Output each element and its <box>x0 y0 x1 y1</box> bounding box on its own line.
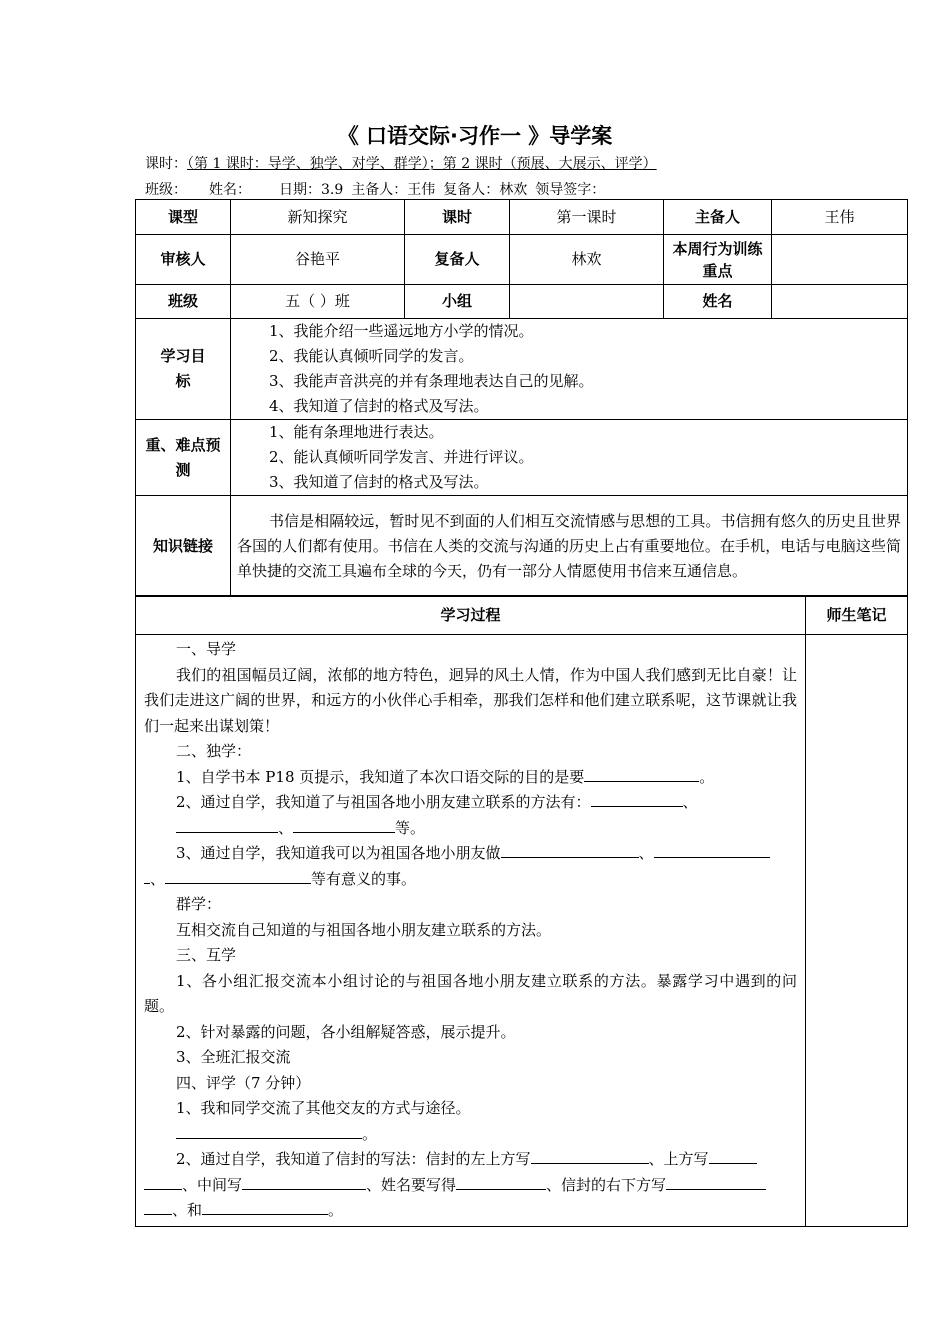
lesson-line <box>145 153 657 173</box>
class-cell-value: 五（ ）班 <box>231 285 405 319</box>
key-points-label: 重、难点预测 <box>136 420 231 496</box>
answer-blank[interactable] <box>165 867 311 884</box>
answer-blank[interactable] <box>531 1147 649 1164</box>
answer-blank[interactable] <box>144 1198 172 1215</box>
page-title: 《 口语交际·习作一 》导学案 <box>337 124 613 148</box>
preparer-value: 王伟 <box>772 200 908 235</box>
section-mutual-title: 三、互学 <box>176 946 237 964</box>
info-table <box>135 199 908 319</box>
answer-blank[interactable] <box>591 790 683 807</box>
notes-header: 师生笔记 <box>806 596 908 635</box>
self-study-q1: 1、自学书本 P18 页提示，我知道了本次口语交际的目的是要 。 <box>144 765 797 791</box>
class-label: 班级： <box>145 182 187 198</box>
reviewer-label: 审核人 <box>136 235 231 285</box>
period-value: 第一课时 <box>510 200 664 235</box>
objectives-list <box>231 319 908 420</box>
behavior-focus-value <box>772 235 908 285</box>
answer-blank[interactable] <box>654 841 770 858</box>
name-cell-label: 姓名 <box>664 285 772 319</box>
preparer-text: 主备人：王伟 <box>351 182 436 198</box>
type-value: 新知探究 <box>231 200 405 235</box>
answer-blank[interactable] <box>176 1122 362 1139</box>
self-study-q3: 3、通过自学，我知道我可以为祖国各地小朋友做 、 <box>144 841 797 867</box>
eval-q1: 1、我和同学交流了其他交友的方式与途径。 <box>176 1099 471 1117</box>
period-label: 课时 <box>405 200 510 235</box>
objective-item: 3、我能声音洪亮的并有条理地表达自己的见解。 <box>269 372 594 390</box>
objective-item: 2、我能认真倾听同学的发言。 <box>269 347 474 365</box>
eval-q2-end: 、和 。 <box>144 1198 797 1224</box>
group-study-title: 群学： <box>176 895 222 913</box>
section-self-study-title: 二、独学： <box>176 742 252 760</box>
leader-sign-label: 领导签字： <box>535 182 606 198</box>
answer-blank[interactable] <box>293 816 395 833</box>
answer-blank[interactable] <box>242 1173 366 1190</box>
mutual-item: 3、全班汇报交流 <box>176 1048 291 1066</box>
group-study-text: 互相交流自己知道的与祖国各地小朋友建立联系的方法。 <box>176 920 552 939</box>
objective-item: 4、我知道了信封的格式及写法。 <box>269 397 489 415</box>
lesson-prefix: 课时： <box>145 156 187 172</box>
key-point-item: 3、我知道了信封的格式及写法。 <box>269 473 489 491</box>
answer-blank[interactable] <box>666 1173 766 1190</box>
date-text: 日期：3.9 <box>279 182 344 198</box>
lesson-content: （第 1 课时：导学、独学、对学、群学）；第 2 课时（预展、大展示、评学） <box>187 156 657 172</box>
behavior-focus-label: 本周行为训练重点 <box>664 235 772 285</box>
name-label: 姓名： <box>209 182 251 198</box>
process-header: 学习过程 <box>136 596 806 635</box>
key-point-item: 1、能有条理地进行表达。 <box>269 423 444 441</box>
key-points-list <box>231 420 908 496</box>
group-value <box>510 285 664 319</box>
process-content <box>136 635 806 1227</box>
preparer-label: 主备人 <box>664 200 772 235</box>
answer-blank[interactable] <box>176 816 278 833</box>
eval-q1-answer: 。 <box>144 1122 797 1148</box>
process-table <box>135 595 908 1227</box>
answer-blank[interactable] <box>456 1173 546 1190</box>
key-point-item: 2、能认真倾听同学发言、并进行评议。 <box>269 448 534 466</box>
co-preparer-text: 复备人：林欢 <box>443 182 528 198</box>
section-eval-title: 四、评学（7 分钟） <box>176 1073 311 1092</box>
self-study-q2-cont: 、 等。 <box>144 816 797 842</box>
name-cell-value <box>772 285 908 319</box>
co-preparer-value: 林欢 <box>510 235 664 285</box>
info-line <box>145 179 609 199</box>
knowledge-label: 知识链接 <box>136 496 231 597</box>
objectives-label: 学习目标 <box>136 319 231 420</box>
type-label: 课型 <box>136 200 231 235</box>
goals-table <box>135 318 908 597</box>
group-label: 小组 <box>405 285 510 319</box>
eval-q2: 2、通过自学，我知道了信封的写法：信封的左上方写 、上方写 <box>144 1147 797 1173</box>
section-guide-text: 我们的祖国幅员辽阔，浓郁的地方特色，迥异的风土人情，作为中国人我们感到无比自豪！让我们走进这广阔的世界，和远方的小伙伴心手相牵，那我们怎样和他们建立联系呢，这节课就让我们一起来出谋划策！ <box>144 665 797 735</box>
self-study-q2: 2、通过自学，我知道了与祖国各地小朋友建立联系的方法有： 、 <box>144 790 797 816</box>
class-cell-label: 班级 <box>136 285 231 319</box>
answer-blank[interactable] <box>584 765 699 782</box>
eval-q2-cont: 、中间写 、姓名要写得 、信封的右下方写 <box>144 1173 797 1199</box>
answer-blank[interactable] <box>144 1173 182 1190</box>
section-guide-title: 一、导学 <box>176 640 237 658</box>
self-study-q3-cont: 、 等有意义的事。 <box>144 867 797 893</box>
answer-blank[interactable] <box>202 1198 328 1215</box>
knowledge-text: 书信是相隔较远，暂时见不到面的人们相互交流情感与思想的工具。书信拥有悠久的历史且世界各国的人们都有使用。书信在人类的交流与沟通的历史上占有重要地位。在手机，电话与电脑这些简单快捷的交流工具遍布全球的今天，仍有一部分人情愿使用书信来互通信息。 <box>231 496 908 597</box>
answer-blank[interactable] <box>501 841 639 858</box>
co-preparer-label: 复备人 <box>405 235 510 285</box>
mutual-item: 1、各小组汇报交流本小组讨论的与祖国各地小朋友建立联系的方法。暴露学习中遇到的问题。 <box>144 971 797 1015</box>
objective-item: 1、我能介绍一些遥远地方小学的情况。 <box>269 322 534 340</box>
notes-column[interactable] <box>806 635 908 1227</box>
answer-blank[interactable] <box>709 1147 757 1164</box>
mutual-item: 2、针对暴露的问题，各小组解疑答惑，展示提升。 <box>176 1022 516 1041</box>
reviewer-value: 谷艳平 <box>231 235 405 285</box>
